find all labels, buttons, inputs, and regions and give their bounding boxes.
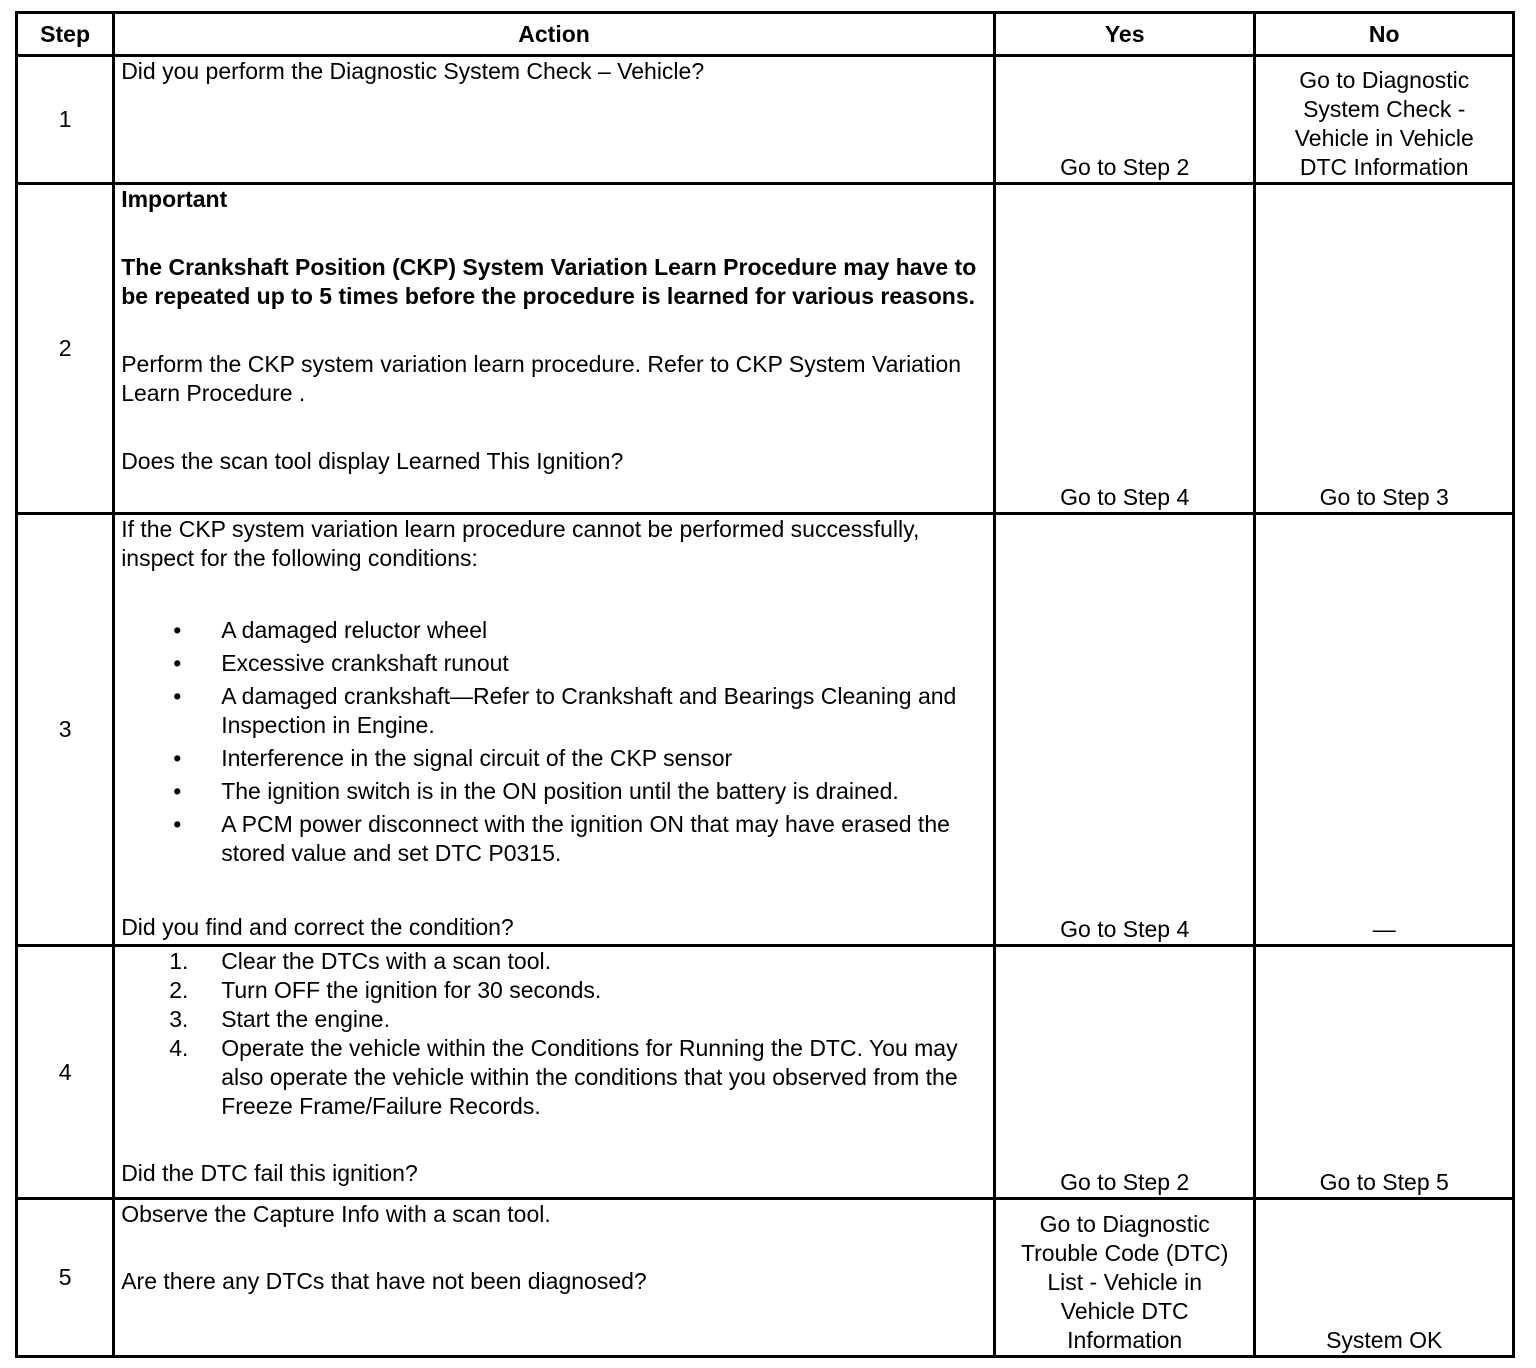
table-row [17,946,1514,1199]
table-row [17,514,1514,946]
important-label: Important [121,186,228,212]
action-cell [114,56,995,184]
no-result: Go to Step 5 [1255,946,1514,1199]
bullet-icon: • [173,811,182,837]
step-number: 3 [17,514,114,946]
bullet-icon: • [173,683,182,709]
no-result: — [1255,514,1514,946]
list-item: • Interference in the signal circuit of the CKP sensor [173,745,733,771]
action-question: Does the scan tool display Learned This Ignition? [121,448,624,474]
header-yes: Yes [994,13,1255,56]
bullet-icon: • [173,778,182,804]
list-item: • A damaged crankshaft—Refer to Crankshaft and Bearings Cleaning and Inspection in Engine. [173,683,957,738]
action-instruction: Perform the CKP system variation learn procedure. Refer to CKP System Variation Learn Procedure . [121,351,962,406]
action-question: Did you find and correct the condition? [121,914,514,940]
action-cell [114,1199,995,1357]
step-number: 2 [17,184,114,514]
condition-list [121,616,987,868]
list-item: • A PCM power disconnect with the ignition ON that may have erased the stored value and set DTC P0315. [173,811,950,866]
table-row [17,184,1514,514]
action-cell [114,184,995,514]
list-item: • Excessive crankshaft runout [173,650,509,676]
bullet-icon: • [173,650,182,676]
bullet-icon: • [173,745,182,771]
header-row [17,13,1514,56]
table-row [17,1199,1514,1357]
no-result: System OK [1255,1199,1514,1357]
action-question: Did the DTC fail this ignition? [121,1160,418,1186]
yes-result: Go to Step 2 [994,946,1255,1199]
step-number: 4 [17,946,114,1199]
yes-result: Go to Step 4 [994,184,1255,514]
header-action: Action [114,13,995,56]
step-number: 1 [17,56,114,184]
bullet-icon: • [173,617,182,643]
action-intro: If the CKP system variation learn procedure cannot be performed successfully, inspect for the following conditions: [121,516,920,571]
no-result: Go to Step 3 [1255,184,1514,514]
yes-result: Go to Step 2 [994,56,1255,184]
action-cell [114,514,995,946]
list-item: 3. Start the engine. [169,1006,390,1032]
diagnostic-steps-table [15,11,1515,1358]
table-row [17,56,1514,184]
no-result: Go to Diagnostic System Check - Vehicle in Vehicle DTC Information [1255,56,1514,184]
yes-result: Go to Diagnostic Trouble Code (DTC) List - Vehicle in Vehicle DTC Information [994,1199,1255,1357]
list-item: 1. Clear the DTCs with a scan tool. [169,948,551,974]
action-question: Are there any DTCs that have not been diagnosed? [121,1268,647,1294]
action-question: Did you perform the Diagnostic System Check – Vehicle? [121,58,705,84]
list-item: 2. Turn OFF the ignition for 30 seconds. [169,977,602,1003]
important-text: The Crankshaft Position (CKP) System Variation Learn Procedure may have to be repeated up to 5 times before the procedure is learned for various reasons. [121,254,977,309]
list-item: • The ignition switch is in the ON position until the battery is drained. [173,778,899,804]
list-item: • A damaged reluctor wheel [173,617,488,643]
header-step: Step [17,13,114,56]
action-cell [114,946,995,1199]
step-number: 5 [17,1199,114,1357]
procedure-list [121,947,987,1121]
yes-result: Go to Step 4 [994,514,1255,946]
action-instruction: Observe the Capture Info with a scan tool. [121,1201,551,1227]
list-item: 4. Operate the vehicle within the Conditions for Running the DTC. You may also operate the vehicle within the conditions that you observed from the Freeze Frame/Failure Records. [169,1035,958,1119]
header-no: No [1255,13,1514,56]
